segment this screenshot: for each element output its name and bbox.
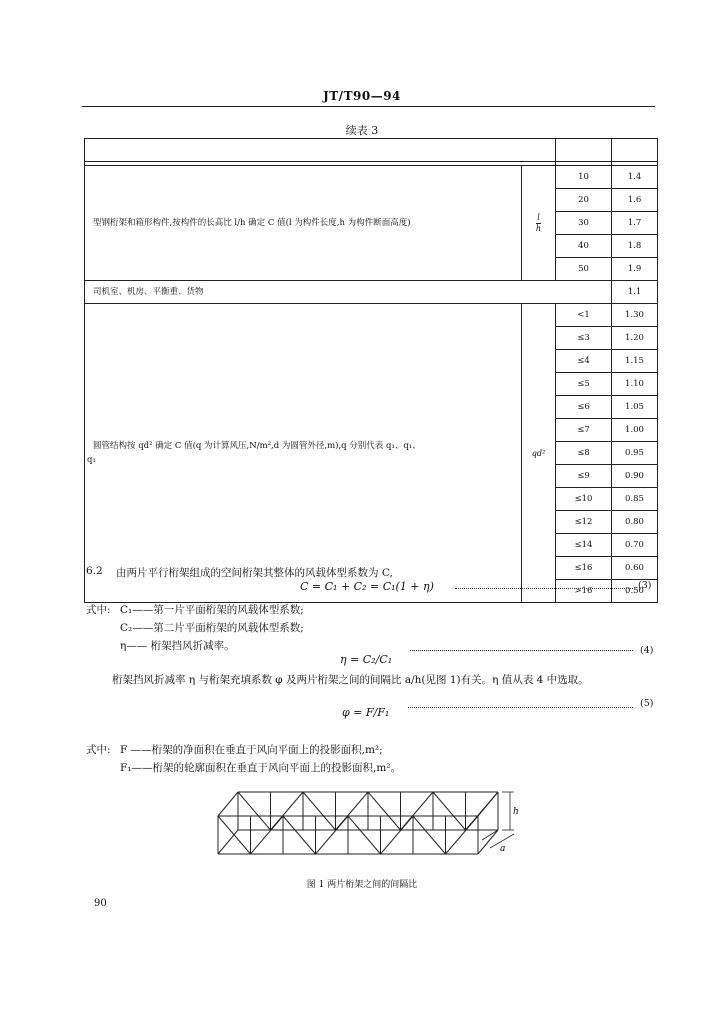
truss-member — [251, 816, 284, 854]
label-a: a — [500, 844, 506, 854]
equation-3: C = C₁ + C₂ = C₁(1 + η) — [300, 580, 434, 593]
qd2-range: <1 — [556, 304, 612, 327]
qd2-range: ≤7 — [556, 419, 612, 442]
qd2-range: ≤6 — [556, 396, 612, 419]
truss-member — [368, 792, 401, 830]
label-h: h — [513, 807, 519, 817]
definition-f: F ——桁架的净面积在垂直于风向平面上的投影面积,m²; — [120, 744, 383, 756]
equation-4: η = C₂/C₁ — [340, 653, 393, 666]
where-label: 式中: — [86, 744, 111, 756]
equation-leader — [408, 707, 633, 708]
table-caption: 续表 3 — [345, 124, 379, 137]
section-number: 6.2 — [86, 565, 103, 577]
qd2-range: ≤4 — [556, 350, 612, 373]
ratio-value: 20 — [556, 189, 612, 212]
truss-member — [238, 792, 271, 830]
cab-description: 司机室、机房、平衡重、货物 — [85, 281, 612, 304]
table-row — [85, 166, 658, 189]
truss-member — [303, 792, 336, 830]
c-value: 0.90 — [612, 465, 658, 488]
header-cell-empty — [85, 139, 556, 162]
truss-member — [316, 816, 349, 854]
ratio-value: 50 — [556, 258, 612, 281]
paragraph-reduction: 桁架挡风折减率 η 与桁架充填系数 φ 及两片桁架之间的间隔比 a/h(见图 1)有关。η 值从表 4 中选取。 — [112, 674, 589, 686]
truss-member — [348, 816, 381, 854]
table-row — [85, 281, 658, 304]
equation-3-number: (3) — [638, 580, 652, 591]
where-label: 式中: — [86, 604, 111, 616]
equation-5: φ = F/F₁ — [342, 706, 390, 719]
qd2-range: ≤9 — [556, 465, 612, 488]
qd2-range: ≤3 — [556, 327, 612, 350]
truss-member — [283, 816, 316, 854]
qd2-range: ≤10 — [556, 488, 612, 511]
header-cell-empty — [556, 139, 612, 162]
definition-f1: F₁——桁架的轮廓面积在垂直于风向平面上的投影面积,m²。 — [120, 762, 401, 774]
table-header-row — [85, 139, 658, 162]
qd2-range: >16 — [556, 580, 612, 603]
ratio-symbol-l-over-h: $\frac{l}{h}$ — [522, 166, 556, 281]
c-value: 1.1 — [612, 281, 658, 304]
header-rule — [82, 106, 655, 107]
c-value: 1.05 — [612, 396, 658, 419]
definition-c1: C₁——第一片平面桁架的风载体型系数; — [120, 604, 304, 616]
c-value: 1.00 — [612, 419, 658, 442]
c-value: 1.20 — [612, 327, 658, 350]
equation-leader — [410, 650, 633, 651]
truss-member — [413, 816, 446, 854]
c-value: 1.30 — [612, 304, 658, 327]
qd2-symbol: qd² — [522, 304, 556, 603]
c-value: 1.9 — [612, 258, 658, 281]
qd2-range: ≤12 — [556, 511, 612, 534]
section-text: 由两片平行桁架组成的空间桁架其整体的风载体型系数为 C, — [116, 567, 393, 579]
table-row — [85, 304, 658, 327]
c-value: 1.7 — [612, 212, 658, 235]
qd2-range: ≤14 — [556, 534, 612, 557]
truss-spacing-figure — [214, 786, 524, 866]
truss-member — [433, 792, 466, 830]
ratio-value: 30 — [556, 212, 612, 235]
c-value: 0.80 — [612, 511, 658, 534]
tube-description: 圆管结构按 qd² 确定 C 值(q 为计算风压,N/m²,d 为圆管外径,m),q 分别代表 q₁、q₁、 q₁ — [85, 304, 522, 603]
coefficient-table — [84, 138, 658, 603]
c-value: 1.6 — [612, 189, 658, 212]
equation-4-number: (4) — [640, 645, 654, 656]
page-number: 90 — [94, 898, 107, 909]
header-cell-empty — [612, 139, 658, 162]
c-value: 1.4 — [612, 166, 658, 189]
c-value: 0.60 — [612, 557, 658, 580]
truss-member — [446, 816, 479, 854]
c-value: 0.95 — [612, 442, 658, 465]
equation-5-number: (5) — [640, 698, 654, 709]
c-value: 0.85 — [612, 488, 658, 511]
c-value: 0.50 — [612, 580, 658, 603]
ratio-value: 10 — [556, 166, 612, 189]
qd2-range: ≤8 — [556, 442, 612, 465]
qd2-range: ≤5 — [556, 373, 612, 396]
definition-c2: C₂——第二片平面桁架的风载体型系数; — [120, 622, 304, 634]
truss-member — [381, 816, 414, 854]
definition-eta: η—— 桁架挡风折减率。 — [120, 640, 235, 652]
c-value: 1.8 — [612, 235, 658, 258]
qd2-range: ≤16 — [556, 557, 612, 580]
c-value: 0.70 — [612, 534, 658, 557]
ratio-value: 40 — [556, 235, 612, 258]
figure-caption: 图 1 两片桁架之间的间隔比 — [306, 880, 418, 890]
equation-leader — [455, 588, 633, 589]
standard-header: JT/T90—94 — [323, 89, 401, 103]
truss-description: 型钢桁架和箱形构件,按构件的长高比 l/h 确定 C 值(l 为构件长度,h 为构件断面高度) — [85, 166, 522, 281]
c-value: 1.10 — [612, 373, 658, 396]
c-value: 1.15 — [612, 350, 658, 373]
